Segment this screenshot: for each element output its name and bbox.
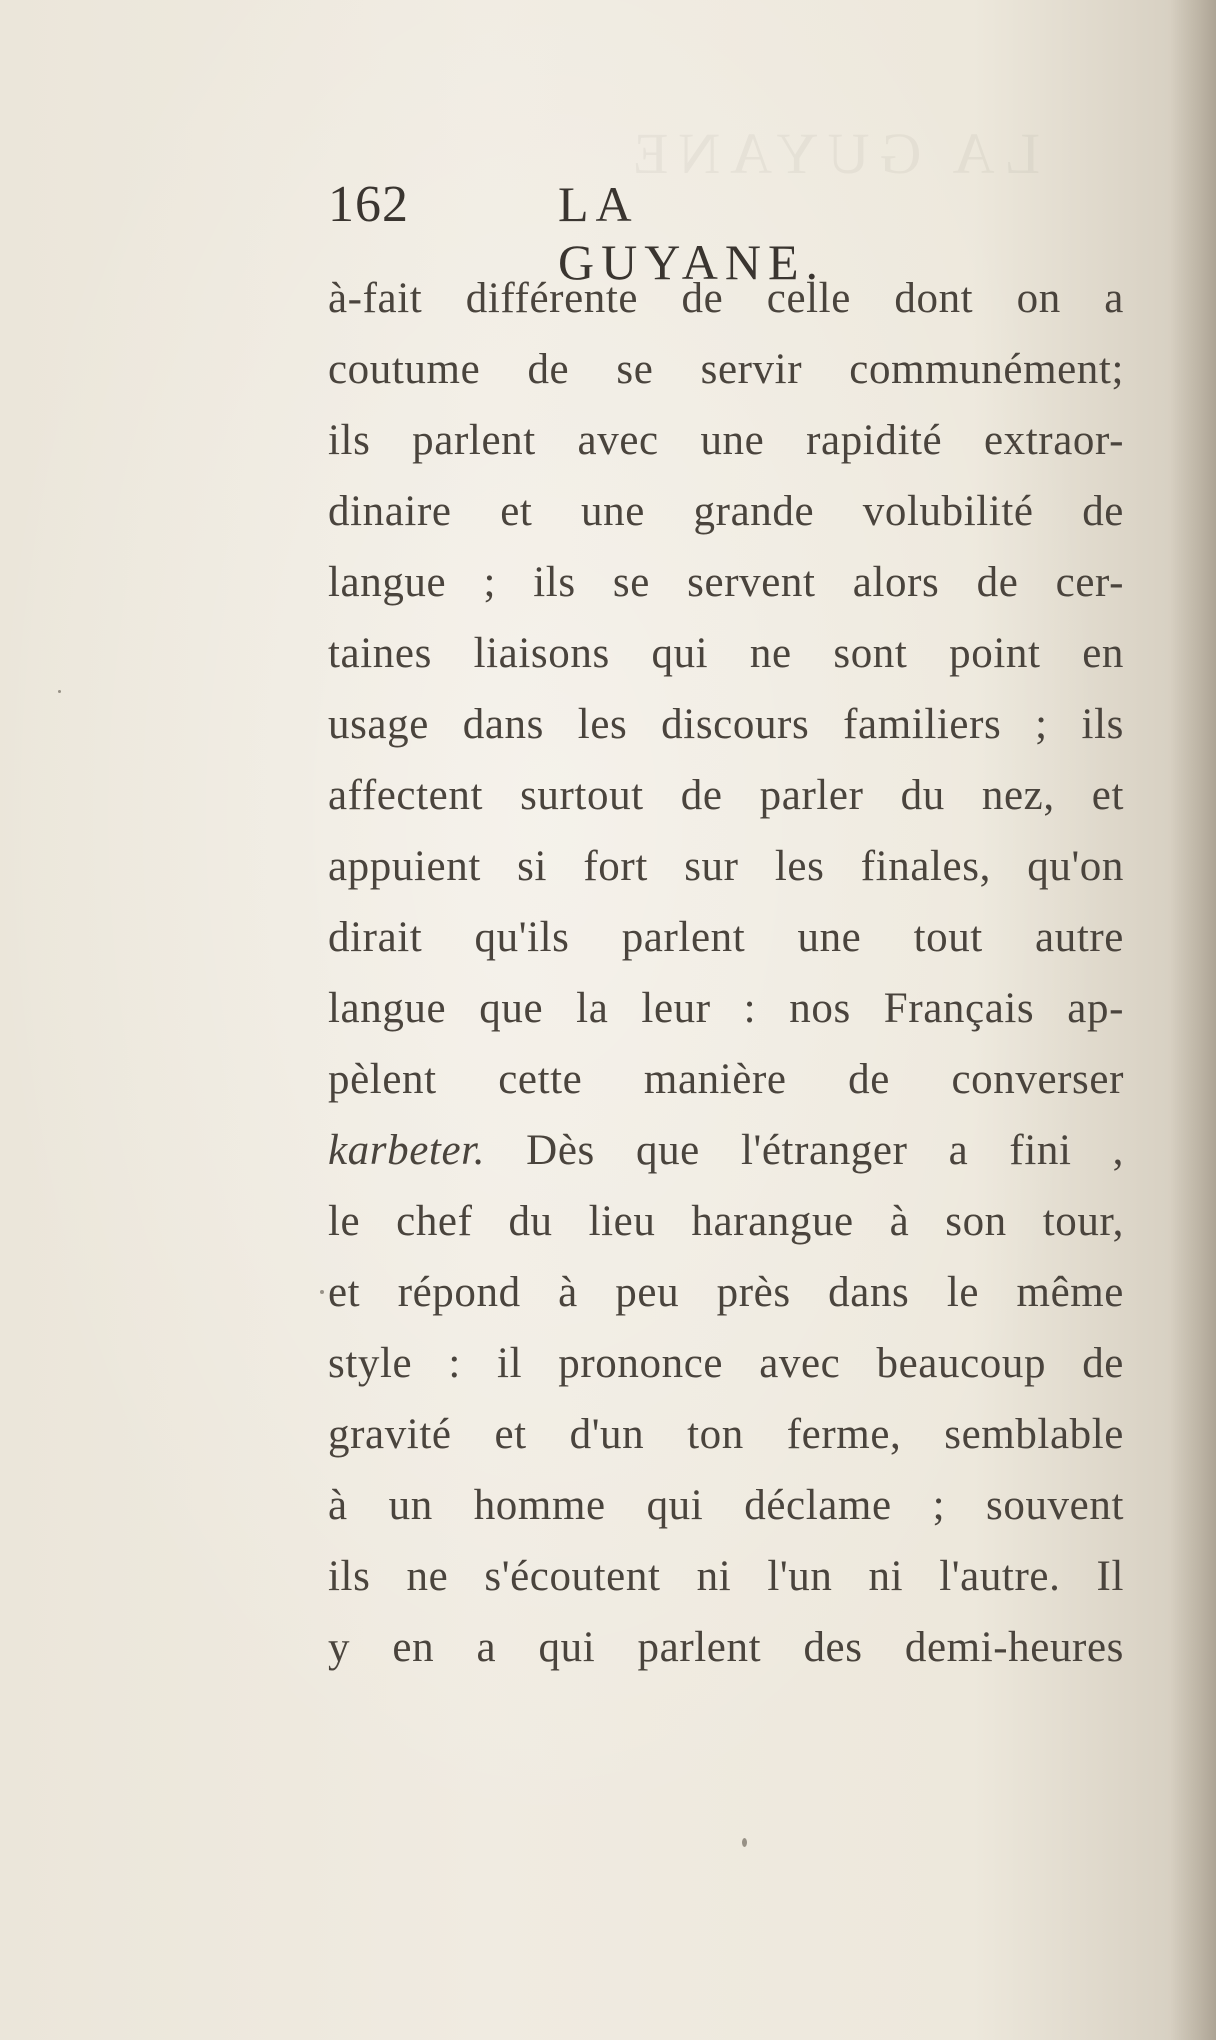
text-line: à-fait différente de celle dont on a bbox=[328, 275, 1124, 322]
text-line: langue ; ils se servent alors de cer- bbox=[328, 559, 1124, 606]
text-line: gravité et d'un ton ferme, semblable bbox=[328, 1411, 1124, 1458]
text-line: y en a qui parlent des demi-heures bbox=[328, 1624, 1124, 1671]
text-line: affectent surtout de parler du nez, et bbox=[328, 772, 1124, 819]
running-header bbox=[328, 175, 888, 290]
body-text bbox=[328, 263, 1124, 1683]
text-line: taines liaisons qui ne sont point en bbox=[328, 630, 1124, 677]
binding-shadow bbox=[1170, 0, 1216, 2040]
text-line: style : il prononce avec beaucoup de bbox=[328, 1340, 1124, 1387]
bleed-through-text: LA GUYANE bbox=[622, 121, 1040, 186]
text-line: coutume de se servir communément; bbox=[328, 346, 1124, 393]
text-line: langue que la leur : nos Français ap- bbox=[328, 985, 1124, 1032]
text-line: appuient si fort sur les finales, qu'on bbox=[328, 843, 1124, 890]
text-line: usage dans les discours familiers ; ils bbox=[328, 701, 1124, 748]
text-line: ils parlent avec une rapidité extraor- bbox=[328, 417, 1124, 464]
italic-term: karbeter. bbox=[328, 1127, 486, 1174]
text-line: dirait qu'ils parlent une tout autre bbox=[328, 914, 1124, 961]
text-line: dinaire et une grande volubilité de bbox=[328, 488, 1124, 535]
text-line: ils ne s'écoutent ni l'un ni l'autre. Il bbox=[328, 1553, 1124, 1600]
paper-speck bbox=[742, 1838, 747, 1847]
page-number: 162 bbox=[328, 176, 409, 233]
paper-speck bbox=[58, 690, 61, 693]
text-line bbox=[328, 1115, 1124, 1186]
text-line: à un homme qui déclame ; souvent bbox=[328, 1482, 1124, 1529]
text-line: pèlent cette manière de converser bbox=[328, 1056, 1124, 1103]
text-line: le chef du lieu harangue à son tour, bbox=[328, 1198, 1124, 1245]
text-line: et répond à peu près dans le même bbox=[328, 1269, 1124, 1316]
running-title: LA GUYANE. bbox=[558, 176, 826, 290]
paper-speck bbox=[320, 1290, 324, 1294]
text-line-rest: Dès que l'étranger a fini , bbox=[485, 1127, 1124, 1174]
